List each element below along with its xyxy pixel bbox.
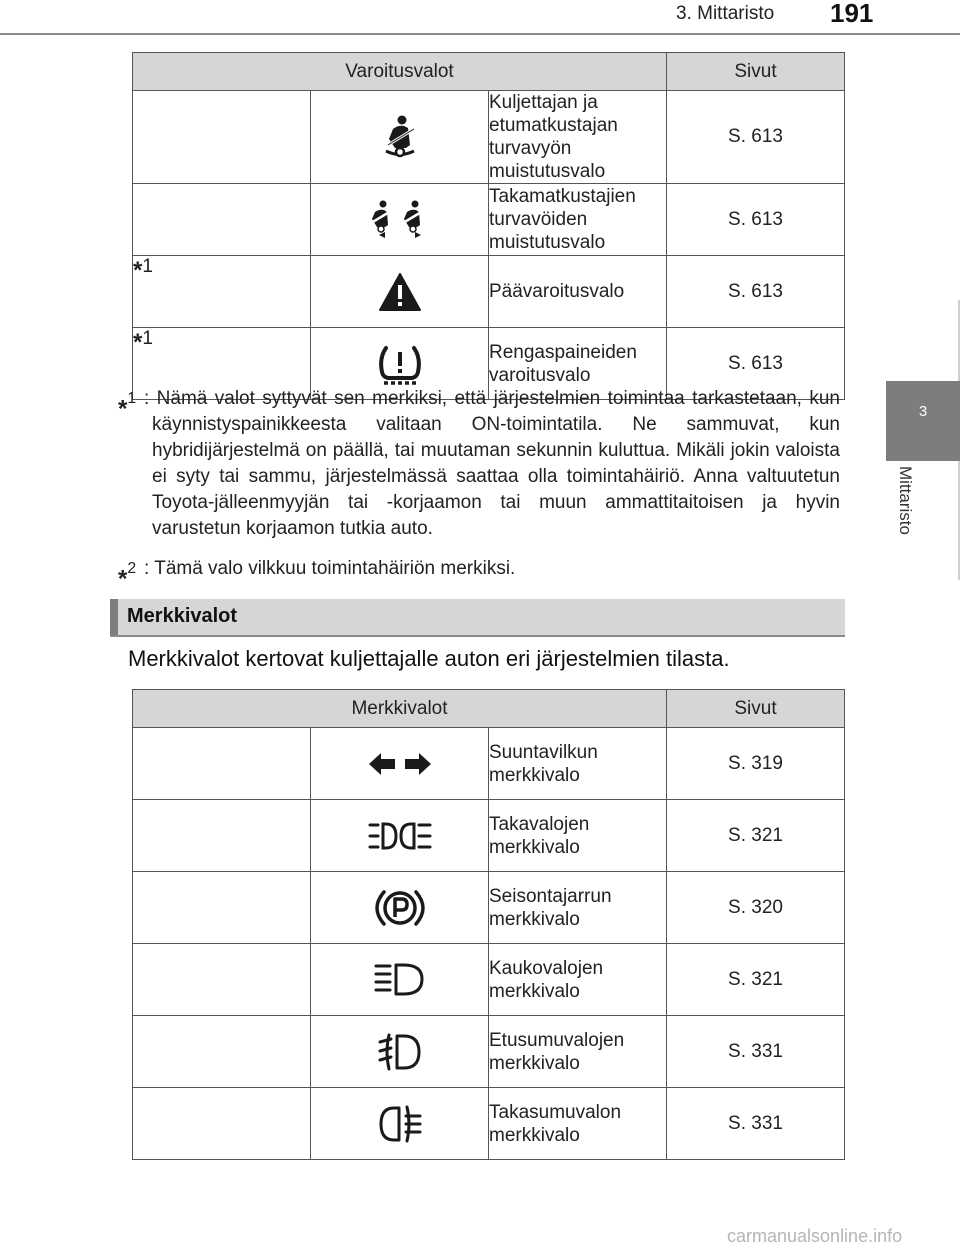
page-reference: S. 613 <box>667 328 845 400</box>
warning-label: Rengaspaineiden varoitusvalo <box>489 341 637 386</box>
warning-label-line2: turvavyön muistutusvalo <box>489 138 606 182</box>
table-row <box>133 944 845 1016</box>
page-reference: S. 321 <box>667 800 845 872</box>
note-cell <box>133 728 311 800</box>
master-warning-icon <box>311 256 489 328</box>
table-row <box>133 800 845 872</box>
note-cell <box>133 91 311 184</box>
indicator-label: Takasumuvalon merkkivalo <box>489 1088 667 1160</box>
indicator-label: Etusumuvalojen merkkivalo <box>489 1016 667 1088</box>
seatbelt-reminder-icon <box>311 91 489 184</box>
page-reference: S. 613 <box>667 184 845 256</box>
footnote-text: : Nämä valot syttyvät sen merkiksi, että järjestelmien toimintaa tarkastetaan, kun käynnistyspainikkeesta valitaan ON-toimintatila. Ne sammuvat, kun hybridijärjestelmä on päällä, tai muutaman sekunnin kuluttua. Mikäli jokin valoista ei syty tai sammu, järjestelmässä saattaa olla toimintahäiriö. Anna valtuutetun Toyota-jälleenmyyjän tai -korjaamon tai muun ammattitaitoisen ja hyvin varustetun korjaamon tutkia auto. <box>144 388 840 539</box>
section-heading-bar <box>110 599 118 635</box>
warning-label: Takamatkustajien turvavöiden muistutusvalo <box>489 186 636 253</box>
page-reference: S. 320 <box>667 872 845 944</box>
high-beam-indicator-icon <box>311 944 489 1016</box>
section-title: Merkkivalot <box>127 605 238 627</box>
table-row <box>133 1088 845 1160</box>
note-cell: *1 <box>133 328 311 400</box>
note-cell <box>133 944 311 1016</box>
column-header-pages: Sivut <box>667 690 845 728</box>
table-row <box>133 184 845 256</box>
column-header-lights: Merkkivalot <box>133 690 667 728</box>
table-row <box>133 256 845 328</box>
footnote-1: *$^1$ : Nämä valot syttyvät sen merkiksi, että järjestelmien toimintaa tarkastetaan, kun käynnistyspainikkeesta valitaan ON-toimintatila. Ne sammuvat, kun hybridijärjestelmä on päällä, tai muutaman sekunnin kuluttua. Mikäli jokin valoista ei syty tai sammu, järjestelmässä saattaa olla toimintahäiriö. Anna valtuutetun Toyota-jälleenmyyjän tai -korjaamon tai muun ammattitaitoisen ja hyvin varustetun korjaamon tutkia auto. <box>118 386 840 542</box>
page-reference: S. 331 <box>667 1088 845 1160</box>
note-cell <box>133 1088 311 1160</box>
footnote-text: : Tämä valo vilkkuu toimintahäiriön merkiksi. <box>144 558 516 579</box>
page-reference: S. 331 <box>667 1016 845 1088</box>
column-header-pages: Sivut <box>667 53 845 91</box>
page-reference: S. 321 <box>667 944 845 1016</box>
table-header-row <box>133 690 845 728</box>
footnote-number: 2 <box>127 560 137 577</box>
table-row <box>133 91 845 184</box>
watermark: carmanualsonline.info <box>727 1226 903 1246</box>
indicator-label: Seisontajarrun merkkivalo <box>489 872 667 944</box>
chapter-side-label: Mittaristo <box>896 466 915 535</box>
indicator-label: Takavalojen merkkivalo <box>489 800 667 872</box>
footnote-number: 1 <box>127 390 137 407</box>
page-reference: S. 613 <box>667 256 845 328</box>
table-header-row <box>133 53 845 91</box>
table-row <box>133 1016 845 1088</box>
note-number: 1 <box>142 328 153 349</box>
table-row <box>133 728 845 800</box>
chapter-label: 3. Mittaristo <box>676 3 775 24</box>
note-number: 1 <box>142 256 153 277</box>
indicator-label: Suuntavilkun merkkivalo <box>489 728 667 800</box>
note-cell <box>133 800 311 872</box>
note-cell <box>133 184 311 256</box>
header-rule <box>0 33 960 35</box>
page-reference: S. 319 <box>667 728 845 800</box>
warning-lights-table <box>132 52 845 400</box>
page-number: 191 <box>830 0 874 28</box>
tail-light-indicator-icon <box>311 800 489 872</box>
rear-seatbelt-reminder-icon <box>311 184 489 256</box>
rear-fog-light-indicator-icon <box>311 1088 489 1160</box>
note-cell <box>133 1016 311 1088</box>
indicator-lights-table <box>132 689 845 1160</box>
warning-label: Päävaroitusvalo <box>489 281 625 302</box>
chapter-tab-number: 3 <box>918 403 928 420</box>
turn-signal-indicator-icon <box>311 728 489 800</box>
column-header-lights: Varoitusvalot <box>133 53 667 91</box>
footnote-2: *$^2$ : Tämä valo vilkkuu toimintahäiriön merkiksi. <box>118 556 840 582</box>
chapter-tab <box>886 381 960 461</box>
warning-label: Kuljettajan ja etumatkustajan <box>489 92 618 136</box>
note-cell <box>133 872 311 944</box>
section-heading <box>110 599 845 637</box>
parking-brake-indicator-icon <box>311 872 489 944</box>
note-cell: *1 <box>133 256 311 328</box>
front-fog-light-indicator-icon <box>311 1016 489 1088</box>
indicator-label: Kaukovalojen merkkivalo <box>489 944 667 1016</box>
page-reference: S. 613 <box>667 91 845 184</box>
table-row <box>133 872 845 944</box>
section-intro: Merkkivalot kertovat kuljettajalle auton eri järjestelmien tilasta. <box>128 646 730 671</box>
